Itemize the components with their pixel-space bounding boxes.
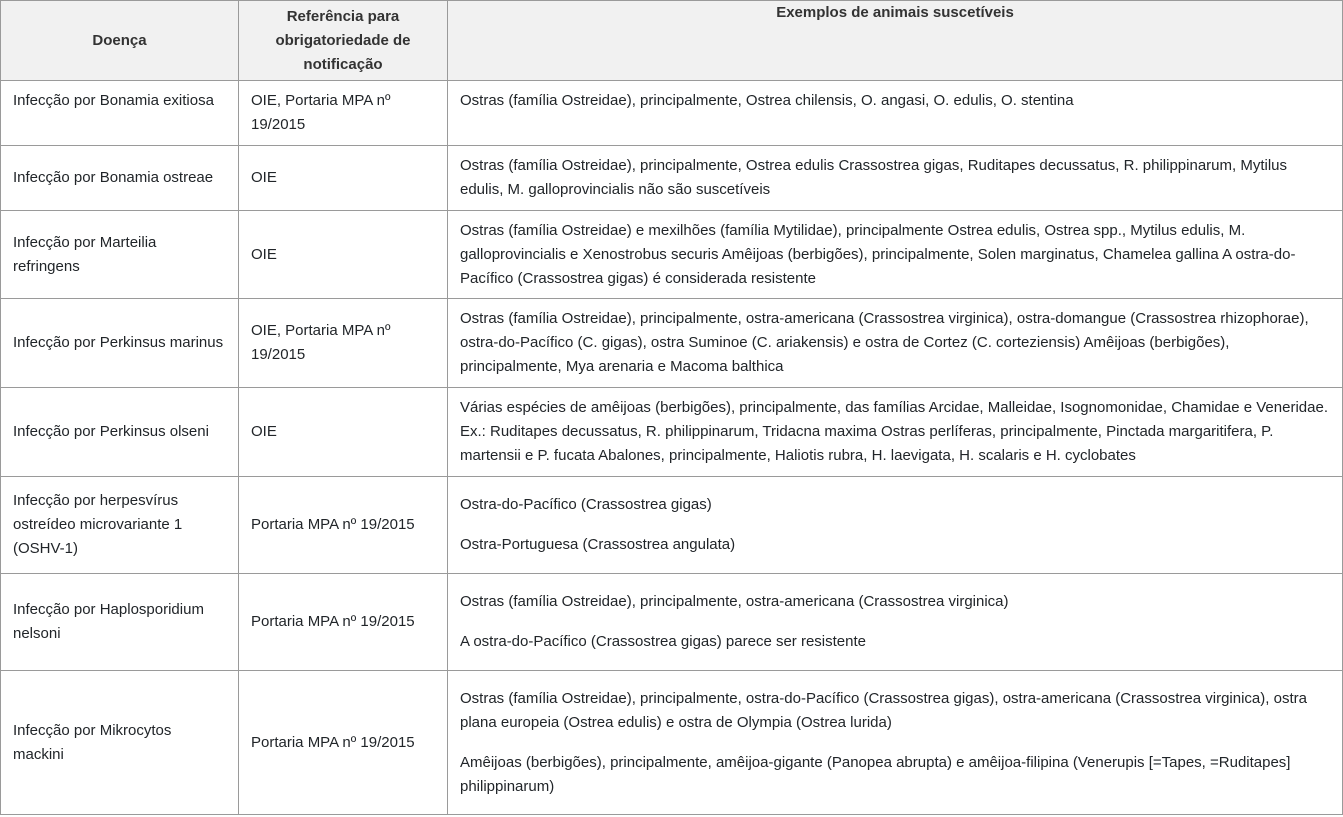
example-paragraph: Ostras (família Ostreidae), principalmente, ostra-americana (Crassostrea virginica), ostra-domangue (Crassostrea rhizophorae), ostra-do-Pacífico (C. gigas), ostra Suminoe (C. ariakensis) e ostra de Cortez (C. corteziensis) Amêijoas (berbigões), principalmente, Mya arenaria e Macoma balthica [460, 310, 1309, 375]
disease-cell: Infecção por Mikrocytos mackini [1, 671, 239, 815]
table-row [1, 574, 1343, 671]
example-paragraph: Ostras (família Ostreidae) e mexilhões (família Mytilidae), principalmente Ostrea edulis, Ostrea spp., Mytilus edulis, M. galloprovincialis e Xenostrobus securis Amêijoas (berbigões), principalmente, Solen marginatus, Chamelea gallina A ostra-do-Pacífico (Crassostrea gigas) é considerada resistente [460, 221, 1296, 287]
example-paragraph: Várias espécies de amêijoas (berbigões), principalmente, das famílias Arcidae, Malleidae, Isognomonidae, Chamidae e Veneridae. Ex.: Ruditapes decussatus, R. philippinarum, Tridacna maxima Ostras perlíferas, principalmente, Pinctada margaritifera, P. martensii e P. fucata Abalones, principalmente, Haliotis rubra, H. laevigata, H. scalaris e H. cyclobates [460, 399, 1328, 464]
table-row [1, 299, 1343, 388]
disease-cell: Infecção por Marteilia refringens [1, 211, 239, 299]
table-header [1, 1, 1343, 81]
disease-cell: Infecção por Bonamia ostreae [1, 146, 239, 211]
examples-cell [448, 146, 1343, 211]
reference-cell: OIE, Portaria MPA nº 19/2015 [239, 81, 448, 146]
example-paragraph: A ostra-do-Pacífico (Crassostrea gigas) parece ser resistente [460, 633, 867, 650]
example-paragraph: Ostra-Portuguesa (Crassostrea angulata) [460, 536, 736, 553]
table-row [1, 477, 1343, 574]
examples-cell [448, 477, 1343, 574]
examples-cell [448, 299, 1343, 388]
reference-cell: Portaria MPA nº 19/2015 [239, 477, 448, 574]
header-row [1, 1, 1343, 81]
table-row [1, 388, 1343, 477]
header-disease: Doença [1, 1, 239, 81]
reference-cell: Portaria MPA nº 19/2015 [239, 574, 448, 671]
examples-cell [448, 671, 1343, 815]
disease-cell: Infecção por Perkinsus marinus [1, 299, 239, 388]
disease-cell: Infecção por herpesvírus ostreídeo microvariante 1 (OSHV-1) [1, 477, 239, 574]
header-reference: Referência para obrigatoriedade de notificação [239, 1, 448, 81]
table-body [1, 81, 1343, 815]
table-row [1, 146, 1343, 211]
table-row [1, 81, 1343, 146]
examples-cell [448, 574, 1343, 671]
example-paragraph: Ostras (família Ostreidae), principalmente, Ostrea edulis Crassostrea gigas, Ruditapes decussatus, R. philippinarum, Mytilus edulis, M. galloprovincialis não são suscetíveis [460, 157, 1288, 198]
example-paragraph: Ostras (família Ostreidae), principalmente, Ostrea chilensis, O. angasi, O. edulis, O. stentina [460, 92, 1074, 109]
example-paragraph: Ostra-do-Pacífico (Crassostrea gigas) [460, 496, 712, 513]
example-paragraph: Amêijoas (berbigões), principalmente, amêijoa-gigante (Panopea abrupta) e amêijoa-filipina (Venerupis [=Tapes, =Ruditapes] philippinarum) [460, 753, 1291, 795]
example-paragraph: Ostras (família Ostreidae), principalmente, ostra-americana (Crassostrea virginica) [460, 593, 1009, 610]
examples-cell [448, 211, 1343, 299]
disease-cell: Infecção por Bonamia exitiosa [1, 81, 239, 146]
example-paragraph: Ostras (família Ostreidae), principalmente, ostra-do-Pacífico (Crassostrea gigas), ostra-americana (Crassostrea virginica), ostra plana europeia (Ostrea edulis) e ostra de Olympia (Ostrea lurida) [460, 689, 1307, 731]
table-row [1, 671, 1343, 815]
header-examples: Exemplos de animais suscetíveis [448, 1, 1343, 81]
table-row [1, 211, 1343, 299]
reference-cell: OIE [239, 146, 448, 211]
examples-cell [448, 388, 1343, 477]
reference-cell: OIE [239, 211, 448, 299]
reference-cell: OIE [239, 388, 448, 477]
examples-cell [448, 81, 1343, 146]
disease-cell: Infecção por Perkinsus olseni [1, 388, 239, 477]
disease-cell: Infecção por Haplosporidium nelsoni [1, 574, 239, 671]
reference-cell: Portaria MPA nº 19/2015 [239, 671, 448, 815]
reference-cell: OIE, Portaria MPA nº 19/2015 [239, 299, 448, 388]
